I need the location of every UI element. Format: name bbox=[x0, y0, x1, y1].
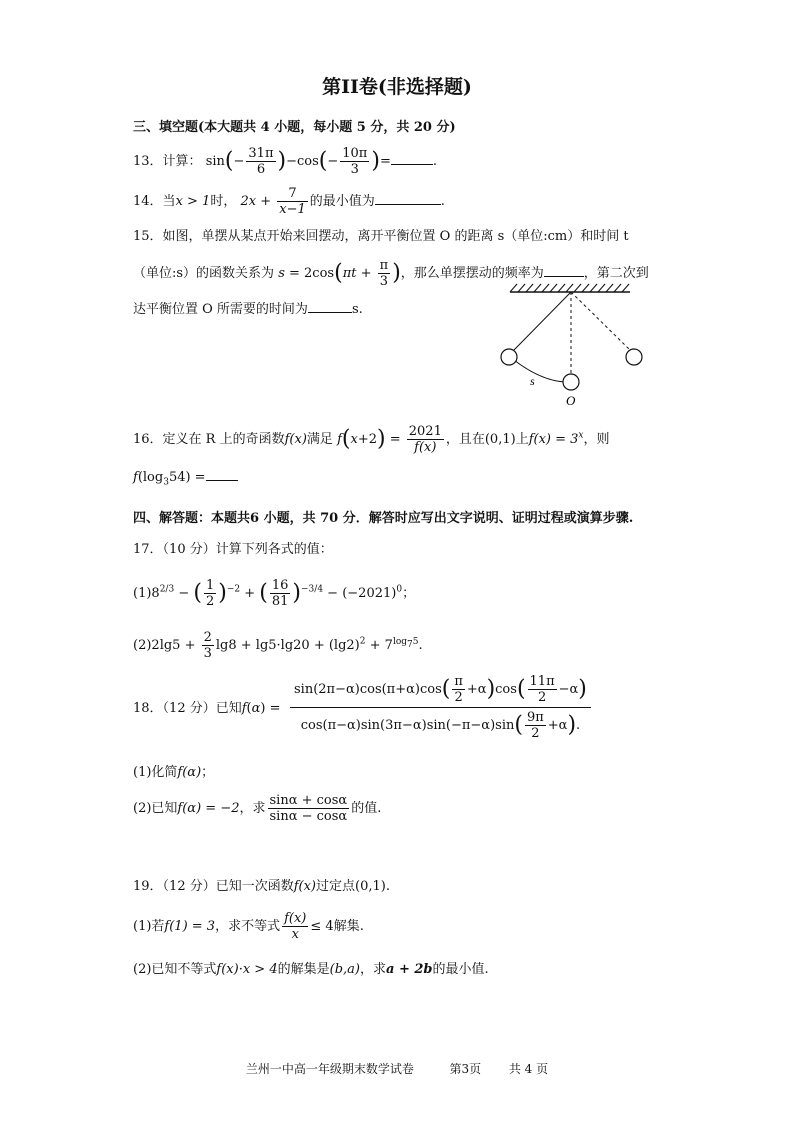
question-16: 16．定义在 R 上的奇函数f(x)满足 f(x+2) = $\frac{2021}{f(x)}$ ，且在(0,1)上$f(x) = 3^x$，则 bbox=[133, 424, 610, 455]
question-17-part1: $(1)8^{2/3}$ − ( $\frac{1}{2}$ )$^{-2}$ + ( $\frac{16}{81}$ )$^{-3/4} - (-2021)^0$； bbox=[133, 578, 416, 609]
question-15-line1: 15．如图，单摆从某点开始来回摆动，离开平衡位置 O 的距离 s（单位:cm）和时间 t bbox=[133, 229, 629, 244]
page-footer bbox=[0, 1060, 794, 1077]
question-18-part1: (1)化简f(α)； bbox=[133, 765, 215, 780]
question-14: 14．当x > 1时， 2x + $\frac{7}{x-1}$ 的最小值为 . bbox=[133, 186, 445, 217]
swing-arc bbox=[514, 360, 564, 382]
q15-frequency-blank[interactable] bbox=[544, 276, 584, 277]
q16-condition: f(x+2) = $\frac{2021}{f(x)}$ bbox=[337, 424, 442, 455]
page-title: 第II卷(非选择题) bbox=[322, 76, 472, 98]
question-18-intro: 18．（12 分）已知f(α) = bbox=[133, 701, 281, 716]
q16-answer-blank[interactable] bbox=[206, 480, 238, 481]
q14-number: 14． bbox=[133, 194, 163, 209]
footer-school: 兰州一中高一年级期末数学试卷 bbox=[245, 1062, 414, 1076]
question-13: 13．计算： sin(− $\frac{31\pi}{6}$ )−cos(− $\frac{10\pi}{3}$ )= . bbox=[133, 146, 437, 177]
q13-number: 13． bbox=[133, 154, 163, 169]
pendulum-figure bbox=[490, 280, 660, 410]
bob-right bbox=[626, 349, 642, 365]
q16-definition: $f(x) = 3^x$ bbox=[528, 430, 584, 447]
ceiling-hatching bbox=[510, 284, 629, 292]
question-18-part2: (2)已知f(α) = −2，求 $\frac{\sin\alpha + \cos\alpha}{\sin\alpha - \cos\alpha}$ 的值. bbox=[133, 793, 382, 824]
question-16-ask: $f(\log_354)$ = bbox=[133, 470, 238, 488]
q18-denominator: cos(π−α)sin(3π−α)sin(−π−α)sin( $\frac{9\pi}{2}$ +α). bbox=[300, 710, 581, 741]
q15-formula: s = 2cos(πt + $\frac{\pi}{3}$ ) bbox=[278, 258, 401, 289]
pendulum-string-right bbox=[571, 292, 630, 350]
bob-left bbox=[501, 349, 517, 365]
footer-total: 共 4 页 bbox=[508, 1062, 549, 1076]
q15-time-blank[interactable] bbox=[308, 312, 352, 313]
question-17-part2: (2)2lg5 + $\frac{2}{3}$ $\lg 8 + \lg 5\cdot\lg 20 + (\lg 2)^2 + 7^{log_75}$. bbox=[133, 630, 423, 661]
q13-text: 计算： bbox=[162, 154, 202, 169]
q14-answer-blank[interactable] bbox=[375, 204, 441, 205]
q13-answer-blank[interactable] bbox=[391, 164, 433, 165]
question-19-intro: 19．（12 分）已知一次函数f(x)过定点(0,1). bbox=[133, 879, 390, 894]
footer-page: 第3页 bbox=[449, 1062, 482, 1076]
question-18-fraction bbox=[290, 672, 591, 743]
bob-center bbox=[563, 374, 579, 390]
pendulum-string-left bbox=[514, 292, 571, 350]
section-3-heading: 三、填空题(本大题共 4 小题，每小题 5 分，共 20 分) bbox=[133, 120, 456, 135]
q18-numerator: sin(2π−α)cos(π+α)cos( $\frac{\pi}{2}$ +α)cos( $\frac{11\pi}{2}$ −α) bbox=[290, 672, 591, 708]
question-15-line3: 达平衡位置 O 所需要的时间为 s. bbox=[133, 302, 363, 317]
label-s: s bbox=[530, 374, 535, 388]
question-19-part1: (1)若f(1) = 3，求不等式 $\frac{f(x)}{x}$ ≤ 4解集. bbox=[133, 911, 364, 942]
question-17-intro: 17．（10 分）计算下列各式的值： bbox=[133, 542, 333, 557]
question-19-part2: (2)已知不等式f(x)·x > 4的解集是(b,a)，求a + 2b的最小值. bbox=[133, 962, 489, 977]
q14-expression: 2x + $\frac{7}{x-1}$ bbox=[240, 186, 306, 217]
question-15-line2: （单位:s）的函数关系为 s = 2cos(πt + $\frac{\pi}{3}$ )，那么单摆摆动的频率为 ，第二次到 bbox=[133, 258, 649, 289]
section-4-heading: 四、解答题：本题共6 小题，共 70 分．解答时应写出文字说明、证明过程或演算步骤. bbox=[133, 511, 634, 526]
label-O: O bbox=[566, 393, 576, 408]
q13-expression: sin(− $\frac{31\pi}{6}$ )−cos(− $\frac{10\pi}{3}$ )= bbox=[205, 146, 391, 177]
